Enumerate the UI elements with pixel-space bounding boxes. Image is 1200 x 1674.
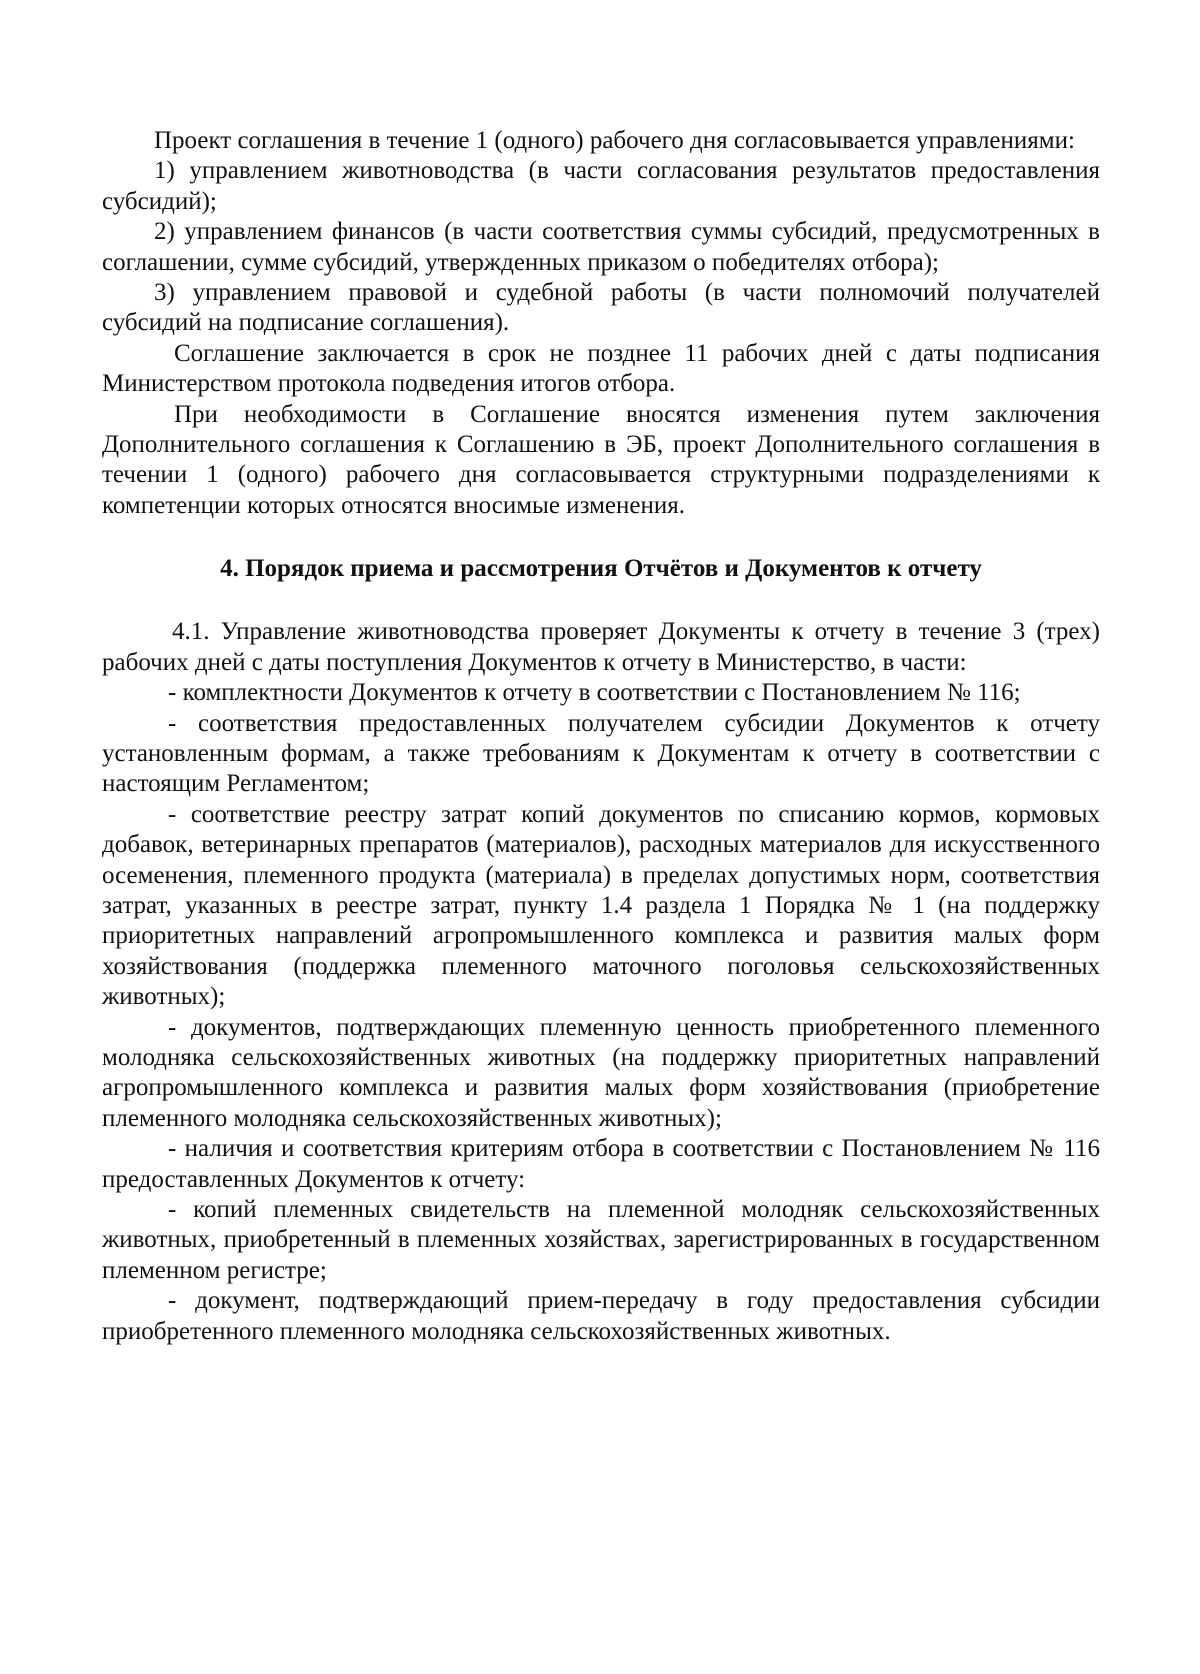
list-item-breeding-value: - документов, подтверждающих племенную ценность приобретенного племенного молодняка сельскохозяйственных животных (на поддержку приоритетных направлений агропромышленного комплекса и развития малых форм хозяйствования (приобретение племенного молодняка сельскохозяйственных животных); bbox=[102, 1013, 1100, 1132]
list-item-completeness: - комплектности Документов к отчету в соответствии с Постановлением № 116; bbox=[168, 679, 1021, 707]
list-item-livestock-department: 1) управлением животноводства (в части согласования результатов предоставления субсидий); bbox=[102, 157, 1100, 215]
list-item-transfer-document: - документ, подтверждающий прием-передачу в году предоставления субсидии приобретенного племенного молодняка сельскохозяйственных животных. bbox=[102, 1287, 1100, 1345]
paragraph-additional-agreement: При необходимости в Соглашение вносятся изменения путем заключения Дополнительного соглашения к Соглашению в ЭБ, проект Дополнительного соглашения в течении 1 (одного) рабочего дня согласовывается структурными подразделениями к компетенции которых относятся вносимые изменения. bbox=[102, 400, 1100, 519]
list-item-finance-department: 2) управлением финансов (в части соответствия суммы субсидий, предусмотренных в соглашении, сумме субсидий, утвержденных приказом о победителях отбора); bbox=[102, 218, 1100, 276]
list-item-cost-register: - соответствие реестру затрат копий документов по списанию кормов, кормовых добавок, ветеринарных препаратов (материалов), расходных материалов для искусственного осеменения, племенного продукта (материала) в пределах допустимых норм, соответствия затрат, указанных в реестре затрат, пункту 1.4 раздела 1 Порядка № 1 (на поддержку приоритетных направлений агропромышленного комплекса и развития малых форм хозяйствования (поддержка племенного маточного поголовья сельскохозяйственных животных); bbox=[102, 800, 1100, 1011]
list-item-selection-criteria: - наличия и соответствия критериям отбора в соответствии с Постановлением № 116 предоставленных Документов к отчету: bbox=[102, 1135, 1100, 1193]
list-item-breeding-certificates: - копий племенных свидетельств на племенной молодняк сельскохозяйственных животных, приобретенный в племенных хозяйствах, зарегистрированных в государственном племенном регистре; bbox=[102, 1196, 1100, 1284]
list-item-form-compliance: - соответствия предоставленных получателем субсидии Документов к отчету установленным формам, а также требованиям к Документам к отчету в соответствии с настоящим Регламентом; bbox=[102, 709, 1100, 798]
document-body bbox=[102, 126, 1100, 1347]
list-item-legal-department: 3) управлением правовой и судебной работы (в части полномочий получателей субсидий на подписание соглашения). bbox=[102, 279, 1100, 337]
section-heading: 4. Порядок приема и рассмотрения Отчётов и Документов к отчету bbox=[220, 555, 982, 583]
paragraph-4-1: 4.1. Управление животноводства проверяет Документы к отчету в течение 3 (трех) рабочих дней с даты поступления Документов к отчету в Министерство, в части: bbox=[102, 618, 1100, 676]
paragraph-agreement-deadline: Соглашение заключается в срок не позднее 11 рабочих дней с даты подписания Министерством протокола подведения итогов отбора. bbox=[102, 339, 1100, 398]
paragraph-draft-agreement: Проект соглашения в течение 1 (одного) рабочего дня согласовывается управлениями: bbox=[154, 127, 1075, 154]
